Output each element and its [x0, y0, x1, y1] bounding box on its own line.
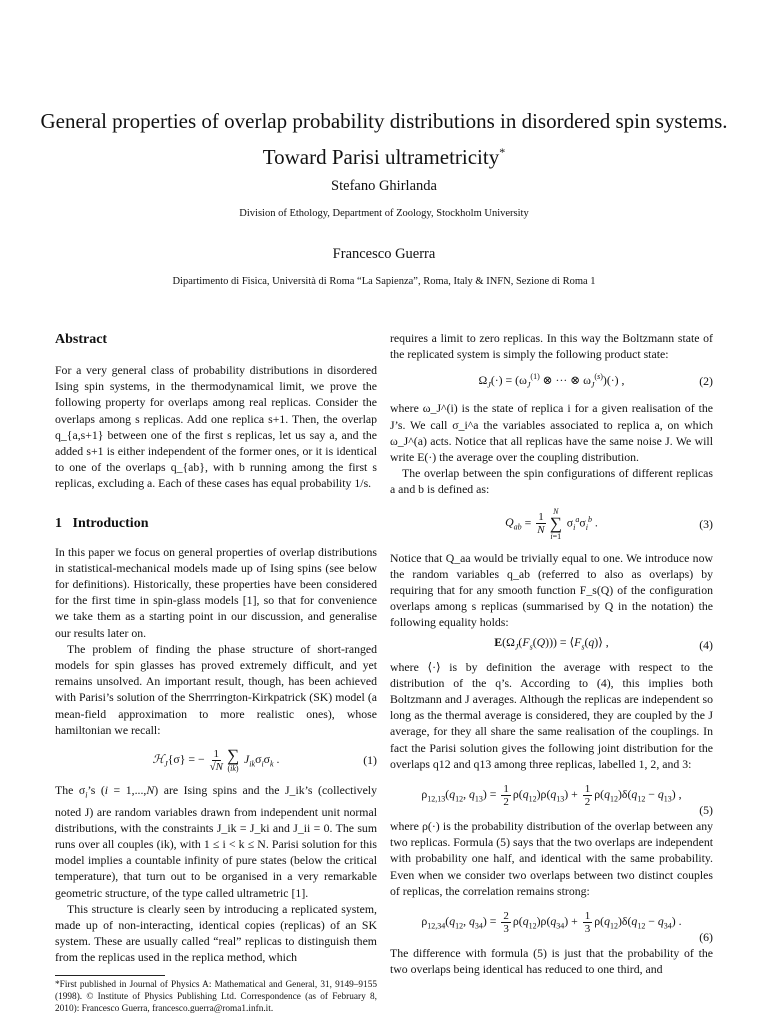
left-column [55, 330, 377, 966]
author-2: Francesco Guerra [332, 246, 436, 262]
equation-5: $\rho_{12,13}(q_{12}$, $q_{13}$) = $\frac{1}{2}$ $\rho(q_{12})\rho(q_{13})$ + $\frac{1}{2}$ $\rho(q_{12})\delta(q_{12} - q_{13})$ , (5) [421, 782, 713, 817]
intro-paragraph-after-eq1: The $\sigma_i’s$ (i = 1,...,N) are Ising spins and the J_ik’s (collectively noted J) are random variables drawn from independent unit normal distributions, with the constraints J_ik = J_ki and J_ii = 0. The sum runs over all couples (ik), with 1 ≤ i < k ≤ N. Parisi solution for this model implies a countable infinity of pure states (below the critical temperature), that turn out to be organised in a very remarkable geometric structure, of the type called ultrametric [1]. [55, 783, 377, 900]
equation-4: $E(\Omega_J(F_s(Q)))$ = $⟨F_s(q)⟩$ , (4) [494, 634, 713, 652]
affiliation-1: Division of Ethology, Department of Zoology, Stockholm University [239, 208, 529, 219]
abstract-heading: Abstract [55, 332, 108, 347]
equation-number-6: (6) [699, 929, 713, 944]
section-heading-introduction [55, 514, 377, 534]
intro-paragraph-3: This structure is clearly seen by introducing a replicated system, made up of non-interacting, identical copies (replicas) of an SK system. These are usually called “real” replicas to distinguish them from the replicas used in the replica method, which [55, 901, 377, 965]
intro-paragraph-1: In this paper we focus on general properties of overlap distributions in statistical-mechanical models made up of Ising spins (see below for definitions). Historically, these properties have been considered for the first time in spin-glass models [1], so that for convenience we take them as a starting point in our discussion, and generalise our results later on. [55, 544, 377, 640]
equation-number-4: (4) [699, 637, 713, 652]
title-footnote-mark: * [499, 145, 506, 159]
abstract-text: For a very general class of probability distributions in disordered Ising spin systems, in the thermodynamical limit, we prove the following property for overlaps among real replicas. Consider the overlaps among s replicas. Add one replica s+1. Then, the overlap q_{a,s+1} between one of the first s replicas, let us say a, and the added s+1 is either independent of the former ones, or it is identical to one of the overlaps q_{ab}, with b running among the first s replicas, excluding a. Each of these cases has equal probability 1/s. [55, 363, 377, 491]
section-title: Introduction [72, 515, 149, 531]
title-text: General properties of overlap probability distributions in disordered spin systems. Toward Parisi ultrametricity [40, 109, 728, 169]
affiliation-2: Dipartimento di Fisica, Università di Roma “La Sapienza”, Roma, Italy & INFN, Sezione di Roma 1 [172, 276, 596, 287]
footnote-rule [55, 975, 165, 976]
right-paragraph-1: requires a limit to zero replicas. In this way the Boltzmann state of the replicated system is simply the following product state: [390, 331, 713, 362]
right-paragraph-3: The overlap between the spin configurations of different replicas a and b is defined as: [390, 466, 713, 497]
author-1: Stefano Ghirlanda [331, 178, 437, 194]
after-eq1-text: are Ising spins and the J_ik’s (collectively noted J) are random variables drawn from independent unit normal distributions, with the constraints J_ik = J_ki and J_ii = 0. The sum runs over all couples (ik), with 1 ≤ i < k ≤ N. Parisi solution for this model implies a countable infinity of pure states (below the critical temperature), that turn out to be organised in a very remarkable geometric structure, of the type called ultrametric [1]. [55, 783, 377, 900]
equation-1: ℋ$_J${σ} = − $\frac{1}{√N}$ ∑ (ik) $J_{ik}\sigma_i\sigma_k$ . (1) [152, 745, 377, 773]
equation-number-2: (2) [699, 374, 713, 389]
equation-3: $Q_{ab}$ = $\frac{1}{N}$ N ∑ i=1 $\sigma_i^a\sigma_i^b$ . (3) [505, 506, 713, 541]
intro-paragraph-2: The problem of finding the phase structure of short-ranged models for spin glasses has proved extremely difficult, and yet remains unsolved. An important result, though, has been achieved with Parisi’s solution of the Sherrrington-Kirkpatrick (SK) model (a mean-field approximation to more realistic ones), whose hamiltonian we recall: [55, 641, 377, 737]
right-paragraph-6: where ρ(·) is the probability distribution of the overlap between any two replicas. Formula (5) says that the two overlaps are independent with probability one half, and identical with the same probability. Even when we consider two overlaps between two distinct couples of replicas, the correlation remains strong: [390, 819, 713, 898]
right-paragraph-4: Notice that Q_aa would be trivially equal to one. We introduce now the random variables q_ab (referred to also as overlaps) by requiring that for any smooth function F_s(Q) of the configuration overlaps among s replicas (summarised by Q in the notation) the following equality holds: [390, 550, 713, 630]
equation-6: $\rho_{12,34}(q_{12}$, $q_{34}$) = $\frac{2}{3}$ $\rho(q_{12})\rho(q_{34})$ + $\frac{1}{3}$ $\rho(q_{12})\delta(q_{12} - q_{34})$ . (6) [421, 909, 713, 944]
equation-number-5: (5) [699, 802, 713, 817]
right-column [390, 330, 713, 977]
equation-number-1: (1) [363, 752, 377, 767]
right-paragraph-5: where ⟨·⟩ is by definition the average with respect to the distribution of the q’s. According to (4), this implies both Boltzmann and J averages. Although the replicas are independent so long as the thermal average is considered, they are coupled by the J average, for they all share the same realisation of the couplings. In fact the Parisi solution gives the following joint distribution for the overlaps q12 and q13 among three replicas, labelled 1, 2, and 3: [390, 659, 713, 771]
right-paragraph-2: where ω_J^(i) is the state of replica i for a given realisation of the J’s. We call σ_i^a the variables associated to replica a, on which ω_J^(a) acts. Notice that all replicas have the same noise J. We will write E(·) the average over the coupling distribution. [390, 401, 713, 465]
equation-number-3: (3) [699, 516, 713, 531]
footnote: *First published in Journal of Physics A: Mathematical and General, 31, 9149–9155 (1998). © Institute of Physics Publishing Ltd. Correspondence (as of February 8, 2010): Francesco Guerra, francesco.guerra@roma1.infn.it. [55, 980, 377, 1014]
right-paragraph-7: The difference with formula (5) is just that the probability of the two overlaps being identical has reduced to one third, and [390, 946, 713, 977]
paper-title [40, 106, 728, 173]
equation-2: $\Omega_J(\cdot) = (\omega_J^{(1)}$ ⊗ ··· ⊗ $\omega_J^{(s)})(\cdot)$ , (2) [478, 372, 713, 390]
section-number: 1 [55, 515, 62, 531]
